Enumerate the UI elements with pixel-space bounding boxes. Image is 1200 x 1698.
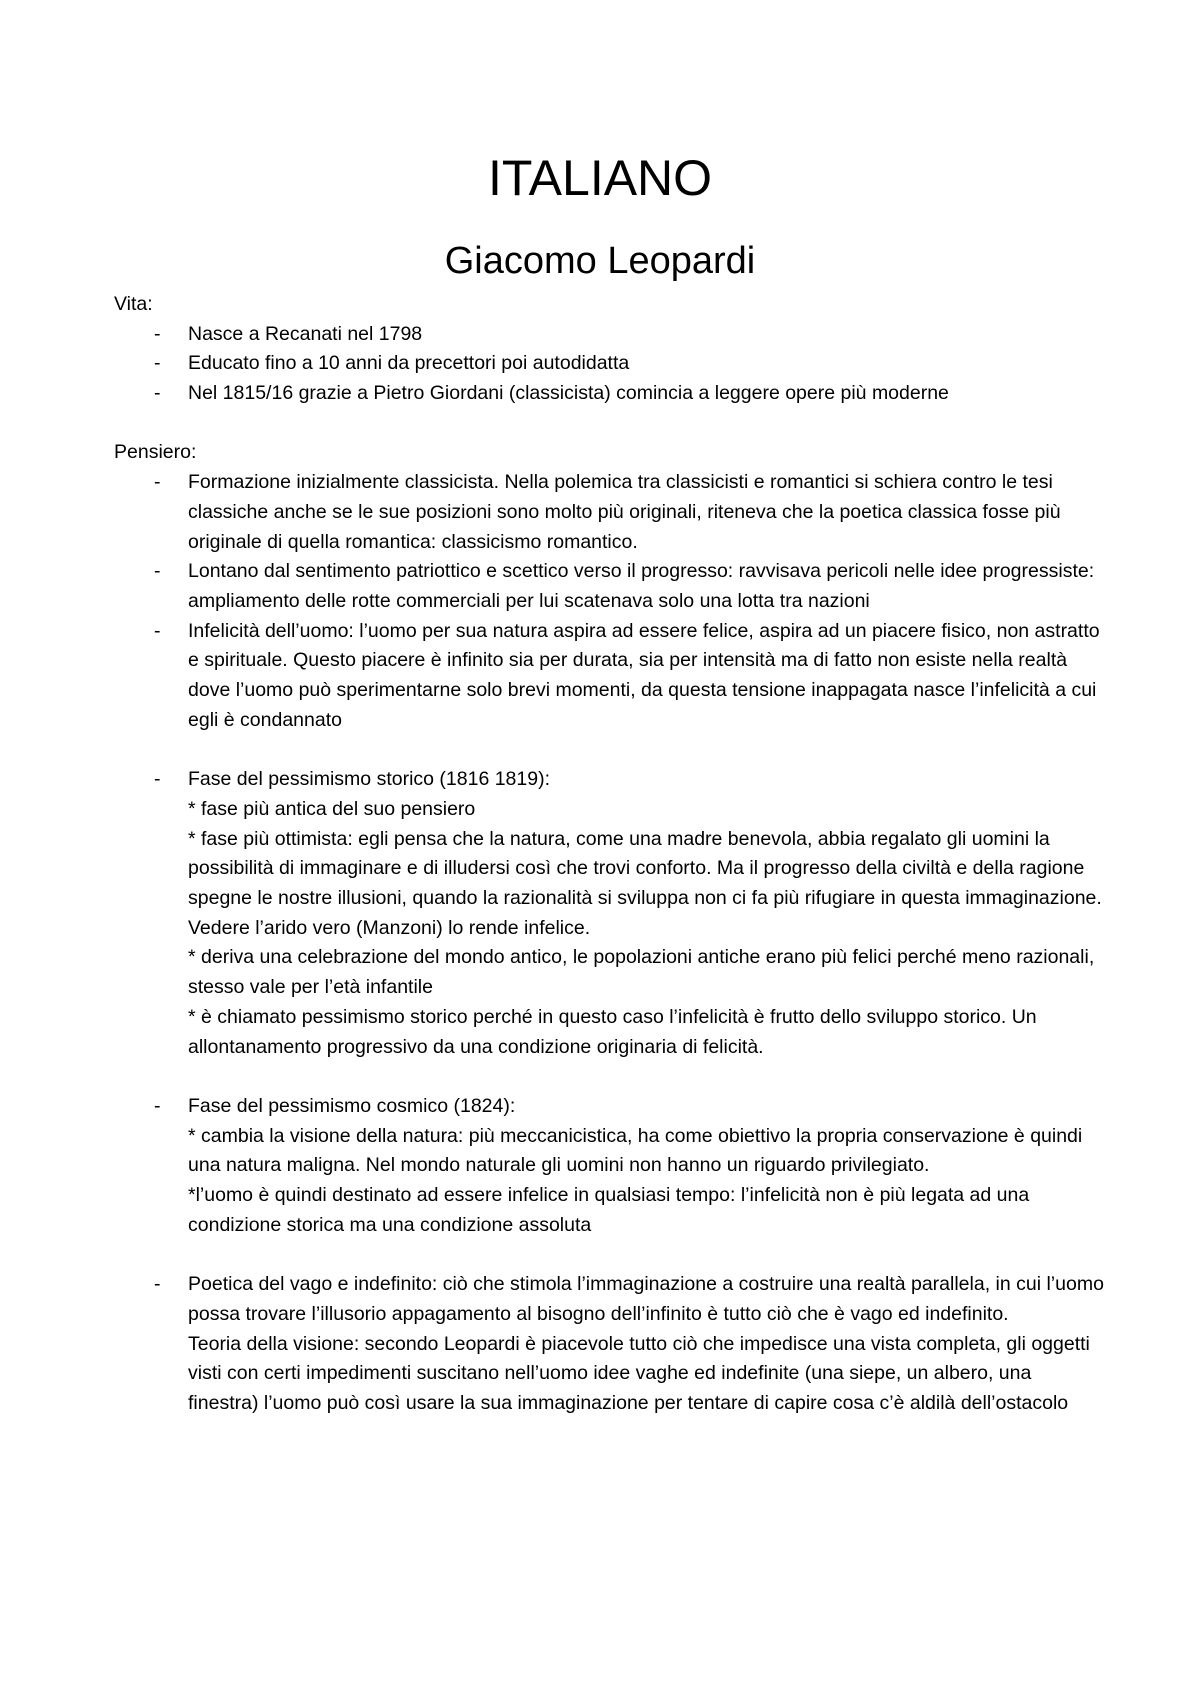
poetica-list (114, 1270, 1110, 1419)
spacer (114, 736, 1104, 766)
list-item-text: Educato fino a 10 anni da precettori poi autodidatta (188, 352, 630, 375)
list-item (114, 765, 1108, 1062)
section-label-pensiero: Pensiero: (114, 441, 197, 464)
list-item (114, 557, 1104, 616)
poetica-heading: Poetica del vago e indefinito: ciò che stimola l’immaginazione a costruire una realtà parallela, in cui l’uomo possa trovare l’illusorio appagamento al bisogno dell’infinito è tutto ciò che è vago ed indefinito. (188, 1273, 1110, 1325)
list-item (114, 1092, 1104, 1241)
list-item (114, 468, 1104, 557)
list-item (114, 617, 1104, 736)
bullet-dash: - (154, 560, 161, 583)
list-item (114, 349, 1104, 379)
bullet-dash: - (154, 471, 161, 494)
pessimismo-storico-heading: Fase del pessimismo storico (1816 1819): (188, 768, 550, 791)
bullet-dash: - (154, 1094, 161, 1117)
pensiero-list (114, 468, 1104, 735)
list-item-text: Formazione inizialmente classicista. Nella polemica tra classicisti e romantici si schiera contro le tesi classiche anche se le sue posizioni sono molto più originali, riteneva che la poetica classica fosse più originale di quella romantica: classicismo romantico. (188, 471, 1061, 553)
pessimismo-cosmico-list (114, 1092, 1104, 1241)
storico-point: * fase più antica del suo pensiero (188, 797, 476, 820)
list-item-text: Nasce a Recanati nel 1798 (188, 322, 423, 345)
list-item (114, 379, 1104, 409)
pessimismo-storico-list (114, 765, 1108, 1062)
list-item (114, 1270, 1110, 1419)
vita-list (114, 320, 1104, 409)
section-label-vita: Vita: (114, 293, 153, 315)
document-subtitle: Giacomo Leopardi (444, 240, 756, 282)
storico-point: * fase più ottimista: egli pensa che la natura, come una madre benevola, abbia regalato gli uomini la possibilità di immaginare e di illudersi così che trovi conforto. Ma il progresso della civiltà e della ragione spegne le nostre illusioni, quando la razionalità si sviluppa non ci fa più rifugiare in questa immaginazione. Vedere l’arido vero (Manzoni) lo rende infelice. (188, 827, 1108, 939)
list-item-text: Infelicità dell’uomo: l’uomo per sua natura aspira ad essere felice, aspira ad un piacere fisico, non astratto e spirituale. Questo piacere è infinito sia per durata, sia per intensità ma di fatto non esiste nella realtà dove l’uomo può sperimentarne solo brevi momenti, da questa tensione inappagata nasce l’infelicità a cui egli è condannato (188, 619, 1100, 731)
storico-point: * deriva una celebrazione del mondo antico, le popolazioni antiche erano più felici perché meno razionali, stesso vale per l’età infantile (188, 946, 1100, 999)
bullet-dash: - (154, 768, 161, 791)
list-item-text: Nel 1815/16 grazie a Pietro Giordani (classicista) comincia a leggere opere più moderne (188, 382, 949, 405)
bullet-dash: - (154, 382, 161, 405)
spacer (114, 409, 1104, 439)
document-body (114, 290, 1110, 1419)
bullet-dash: - (154, 619, 161, 642)
document-title: ITALIANO (487, 150, 713, 206)
bullet-dash: - (154, 322, 161, 345)
cosmico-point: * cambia la visione della natura: più meccanicistica, ha come obiettivo la propria conservazione è quindi una natura maligna. Nel mondo naturale gli uomini non hanno un riguardo privilegiato. (188, 1124, 1088, 1177)
pessimismo-cosmico-heading: Fase del pessimismo cosmico (1824): (188, 1094, 516, 1117)
spacer (114, 1240, 1104, 1270)
bullet-dash: - (154, 352, 161, 375)
cosmico-point: *l’uomo è quindi destinato ad essere infelice in qualsiasi tempo: l’infelicità non è più legata ad una condizione storica ma una condizione assoluta (188, 1184, 1035, 1236)
spacer (114, 1062, 1104, 1092)
list-item (114, 320, 1104, 350)
bullet-dash: - (154, 1273, 161, 1296)
storico-point: * è chiamato pessimismo storico perché in questo caso l’infelicità è frutto dello sviluppo storico. Un allontanamento progressivo da una condizione originaria di felicità. (188, 1005, 1043, 1058)
teoria-visione-text: Teoria della visione: secondo Leopardi è piacevole tutto ciò che impedisce una vista completa, gli oggetti visti con certi impedimenti suscitano nell’uomo idee vaghe ed indefinite (una siepe, un albero, una finestra) l’uomo può così usare la sua immaginazione per tentare di capire cosa c’è aldilà dell’ostacolo (188, 1332, 1096, 1414)
list-item-text: Lontano dal sentimento patriottico e scettico verso il progresso: ravvisava pericoli nelle idee progressiste: ampliamento delle rotte commerciali per lui scatenava solo una lotta tra nazioni (188, 560, 1095, 612)
